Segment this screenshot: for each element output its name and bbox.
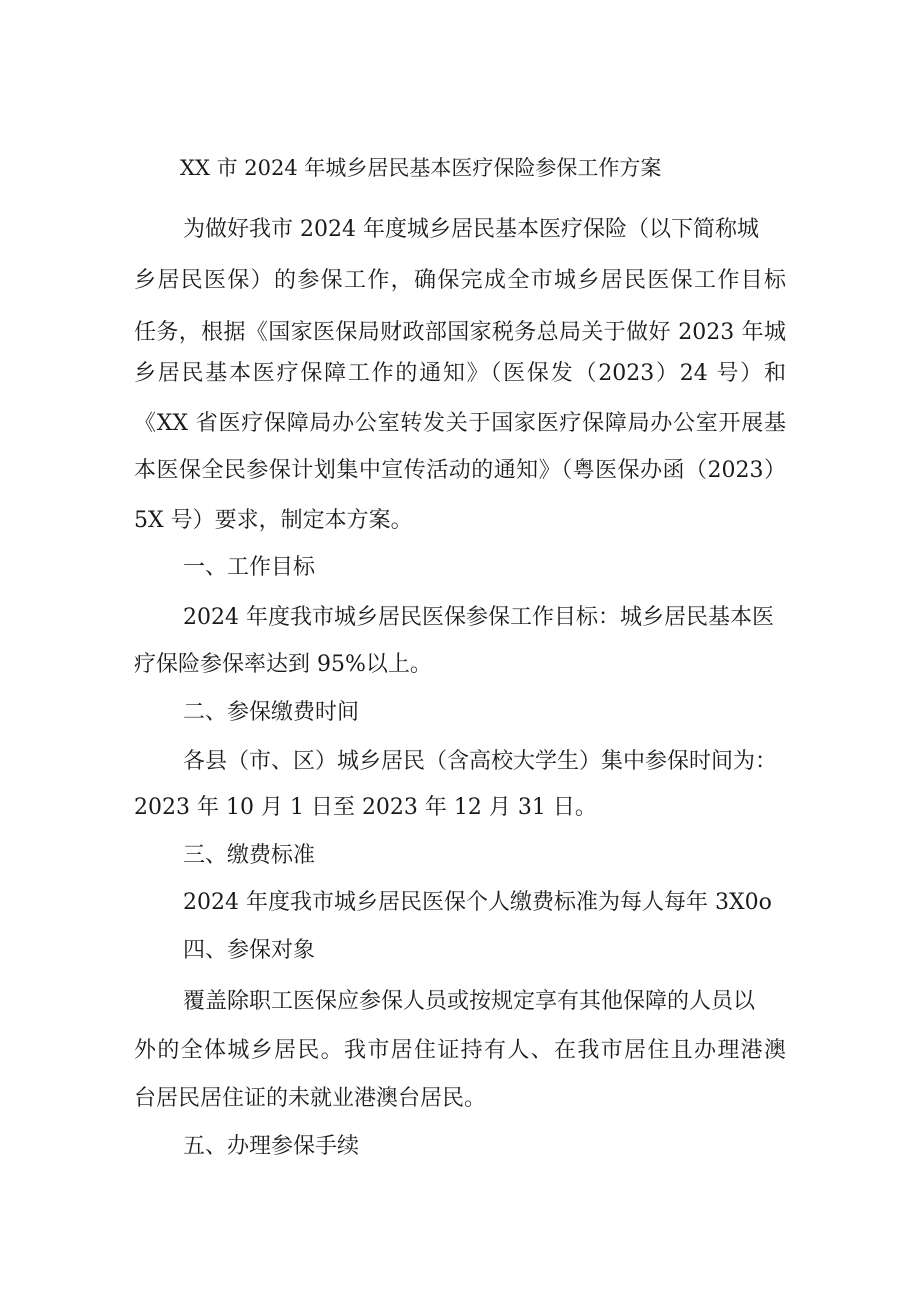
intro-line-2: 乡居民医保）的参保工作，确保完成全市城乡居民医保工作目标: [134, 268, 786, 293]
period-line-1: 各县（市、区）城乡居民（含高校大学生）集中参保时间为：: [183, 749, 778, 774]
section-heading-procedure: 五、办理参保手续: [183, 1134, 360, 1159]
goal-line-1: 2024 年度我市城乡居民医保参保工作目标：城乡居民基本医: [183, 605, 774, 630]
intro-line-1: 为做好我市 2024 年度城乡居民基本医疗保险（以下简称城: [183, 217, 759, 242]
intro-line-7: 5X 号）要求，制定本方案。: [134, 508, 413, 533]
document-title: XX 市 2024 年城乡居民基本医疗保险参保工作方案: [180, 156, 662, 180]
period-line-2: 2023 年 10 月 1 日至 2023 年 12 月 31 日。: [134, 795, 597, 820]
intro-line-4: 乡居民基本医疗保障工作的通知》（医保发（2023）24 号）和: [134, 361, 786, 386]
section-heading-goal: 一、工作目标: [183, 555, 316, 580]
intro-line-6: 本医保全民参保计划集中宣传活动的通知》（粤医保办函（2023）: [134, 458, 786, 483]
goal-line-2: 疗保险参保率达到 95%以上。: [134, 652, 432, 677]
coverage-line-1: 覆盖除职工医保应参保人员或按规定享有其他保障的人员以: [183, 989, 756, 1014]
section-heading-coverage: 四、参保对象: [183, 938, 316, 963]
standard-line-1: 2024 年度我市城乡居民医保个人缴费标准为每人每年 3X0o: [183, 890, 772, 915]
intro-line-3: 任务，根据《国家医保局财政部国家税务总局关于做好 2023 年城: [134, 320, 786, 345]
coverage-line-2: 外的全体城乡居民。我市居住证持有人、在我市居住且办理港澳: [134, 1038, 786, 1063]
section-heading-period: 二、参保缴费时间: [183, 700, 360, 725]
intro-line-5: 《XX 省医疗保障局办公室转发关于国家医疗保障局办公室开展基: [134, 411, 786, 436]
coverage-line-3: 台居民居住证的未就业港澳台居民。: [134, 1086, 487, 1111]
section-heading-standard: 三、缴费标准: [183, 843, 316, 868]
